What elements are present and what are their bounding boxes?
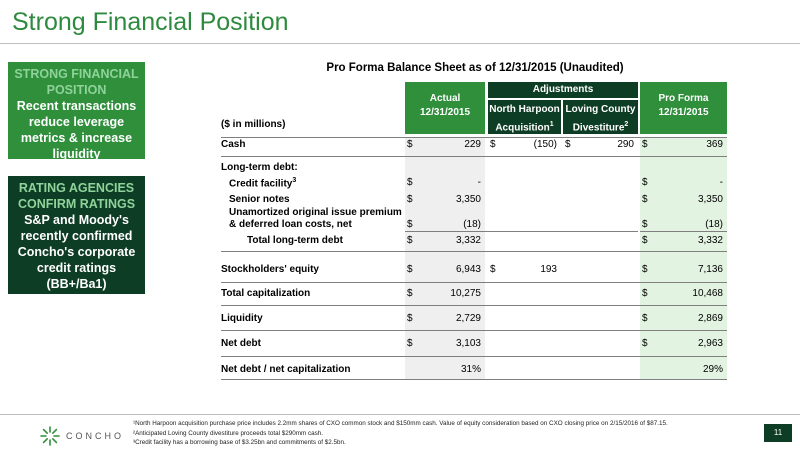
header-loving-county [563, 100, 638, 134]
row-label [229, 177, 296, 189]
row-label: Liquidity [221, 313, 263, 324]
currency-sign: $ [407, 139, 413, 150]
row-label: Net debt / net capitalization [221, 364, 351, 375]
units-label: ($ in millions) [221, 119, 286, 130]
currency-sign: $ [642, 235, 648, 246]
currency-sign: $ [642, 288, 648, 299]
cell-value: (18) [463, 219, 481, 230]
table-row-net-debt [221, 336, 727, 352]
cell-value: 3,350 [697, 194, 723, 205]
cell-actual [405, 313, 485, 327]
cell-actual [405, 288, 485, 302]
table-row-cash [221, 137, 727, 153]
cell-actual [405, 338, 485, 352]
cell-value: 10,275 [450, 288, 481, 299]
currency-sign: $ [642, 139, 648, 150]
header-actual-label: Actual [429, 93, 461, 104]
cell-value: 3,103 [455, 338, 481, 349]
cell-value: 3,350 [455, 194, 481, 205]
cell-actual [405, 364, 485, 378]
company-logo [40, 426, 124, 446]
currency-sign: $ [407, 219, 413, 230]
panel-heading: STRONG FINANCIAL POSITION [14, 67, 139, 97]
table-row-total-cap [221, 286, 727, 302]
cell-value: 6,943 [455, 264, 481, 275]
header-actual [405, 82, 485, 134]
currency-sign: $ [642, 338, 648, 349]
footnote-marker: 3 [292, 177, 297, 184]
cell-pro-forma [640, 288, 727, 302]
currency-sign: $ [407, 177, 413, 188]
cell-value: (150) [533, 139, 557, 150]
cell-value: 369 [706, 139, 723, 150]
panel-body: S&P and Moody's recently confirmed Concho's corporate credit ratings (BB+/Ba1) [17, 213, 136, 291]
table-row-liquidity [221, 311, 727, 327]
row-label: Cash [221, 139, 246, 150]
row-label: Total long-term debt [247, 235, 343, 246]
cell-value: - [719, 177, 723, 188]
title-divider [0, 43, 800, 44]
cell-value: 31% [460, 364, 481, 375]
header-actual-date: 12/31/2015 [419, 107, 471, 118]
currency-sign: $ [642, 264, 648, 275]
page-number: 11 [764, 424, 792, 442]
header-pf-label: Pro Forma [658, 93, 709, 104]
cell-value: 2,963 [697, 338, 723, 349]
row-label: Long-term debt: [221, 162, 298, 173]
currency-sign: $ [407, 264, 413, 275]
cell-value: 3,332 [455, 235, 481, 246]
table-row-total-ltd [221, 233, 727, 249]
currency-sign: $ [642, 313, 648, 324]
header-lc-line1: Loving County [565, 104, 636, 115]
cell-value: 2,869 [697, 313, 723, 324]
table-rule [221, 379, 727, 380]
row-label: Senior notes [229, 194, 290, 205]
cell-value: 7,136 [697, 264, 723, 275]
panel-body: Recent transactions reduce leverage metrics & increase liquidity [16, 99, 137, 161]
header-lc-line2: Divestiture [572, 122, 625, 134]
cell-pro-forma [640, 139, 727, 153]
row-label: Unamortized original issue premium [229, 207, 402, 218]
footnote-marker: 1 [549, 121, 554, 128]
table-title: Pro Forma Balance Sheet as of 12/31/2015 (Unaudited) [326, 62, 624, 74]
cell-value: 10,468 [692, 288, 723, 299]
table-rule [221, 305, 727, 306]
cell-north-harpoon [488, 139, 561, 153]
row-label: Net debt [221, 338, 261, 349]
currency-sign: $ [407, 288, 413, 299]
currency-sign: $ [642, 194, 648, 205]
footer-divider [0, 414, 800, 415]
cell-value: 229 [464, 139, 481, 150]
cell-value: 2,729 [455, 313, 481, 324]
table-rule [221, 282, 727, 283]
cell-actual [405, 264, 485, 278]
table-row-equity [221, 262, 727, 278]
strong-financial-panel [8, 62, 145, 159]
row-label: & deferred loan costs, net [229, 219, 352, 230]
table-rule [221, 330, 727, 331]
header-pro-forma [640, 82, 727, 134]
header-nh-line2: Acquisition [495, 122, 550, 134]
header-north-harpoon [488, 100, 561, 134]
cell-pro-forma [640, 264, 727, 278]
footnote-3: ³Credit facility has a borrowing base of $3.25bn and commitments of $2.5bn. [133, 439, 346, 446]
logo-wordmark: CONCHO [66, 431, 124, 441]
cell-pro-forma [640, 338, 727, 352]
table-row-ltd-heading [221, 160, 727, 176]
cell-actual [405, 235, 485, 249]
table-rule [221, 251, 727, 252]
concho-starburst-icon [40, 426, 60, 446]
currency-sign: $ [407, 235, 413, 246]
cell-value: (18) [705, 219, 723, 230]
currency-sign: $ [490, 264, 496, 275]
currency-sign: $ [565, 139, 571, 150]
header-nh-line1: North Harpoon [489, 104, 560, 115]
cell-value: - [477, 177, 481, 188]
footnote-1: ¹North Harpoon acquisition purchase price includes 2.2mm shares of CXO common stock and $150mm cash. Value of equity consideration based on CXO closing price on 2/15/2016 of $87.15. [133, 420, 668, 427]
cell-actual [405, 139, 485, 153]
currency-sign: $ [407, 313, 413, 324]
currency-sign: $ [407, 338, 413, 349]
subtotal-rule [405, 231, 638, 232]
currency-sign: $ [407, 194, 413, 205]
cell-pro-forma [640, 364, 727, 378]
table-row-credit-facility [221, 175, 727, 191]
cell-pro-forma [640, 177, 727, 191]
footnote-2: ²Anticipated Loving County divestiture proceeds total $290mm cash. [133, 429, 324, 437]
row-label: Stockholders' equity [221, 264, 319, 275]
footnotes [133, 419, 668, 448]
cell-value: 29% [702, 364, 723, 375]
header-adjustments: Adjustments [488, 82, 638, 98]
cell-actual [405, 177, 485, 191]
cell-value: 3,332 [697, 235, 723, 246]
header-pf-date: 12/31/2015 [658, 107, 709, 118]
subtotal-rule [640, 231, 727, 232]
cell-north-harpoon [488, 264, 561, 278]
table-rule [221, 356, 727, 357]
panel-heading: RATING AGENCIES CONFIRM RATINGS [17, 181, 136, 211]
cell-pro-forma [640, 235, 727, 249]
page-title: Strong Financial Position [12, 8, 289, 36]
cell-value: 290 [617, 139, 634, 150]
currency-sign: $ [490, 139, 496, 150]
table-rule [221, 156, 727, 157]
currency-sign: $ [642, 177, 648, 188]
footnote-marker: 2 [624, 121, 629, 128]
ratings-panel [8, 176, 145, 294]
row-label: Total capitalization [221, 288, 311, 299]
row-label-text: Credit facility [229, 178, 293, 190]
table-row-net-debt-ratio [221, 362, 727, 378]
cell-pro-forma [640, 313, 727, 327]
cell-value: 193 [540, 264, 557, 275]
currency-sign: $ [642, 219, 648, 230]
cell-loving-county [563, 139, 638, 153]
